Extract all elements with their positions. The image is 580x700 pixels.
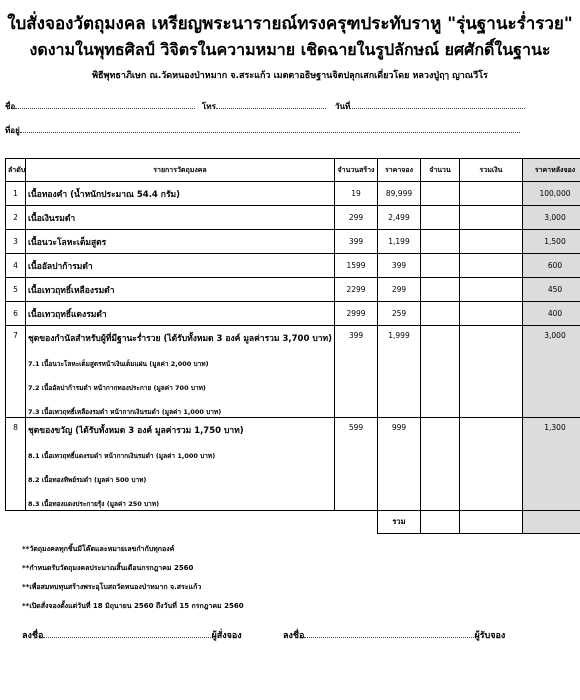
row-price-after: 1,300 [523, 418, 580, 511]
row-no: 7 [6, 326, 26, 418]
notes [22, 540, 244, 616]
row-qty: 599 [335, 418, 378, 511]
col-price: ราคาจอง [378, 159, 421, 182]
row-amount-input[interactable] [421, 302, 460, 326]
col-item: รายการวัตถุมงคล [26, 159, 335, 182]
sum-row [6, 511, 580, 534]
row-total-input[interactable] [460, 326, 523, 418]
table-row [6, 302, 580, 326]
col-qty-made: จำนวนสร้าง [335, 159, 378, 182]
row-qty: 399 [335, 230, 378, 254]
sum-blank [6, 511, 378, 534]
orderer-label: ผู้สั่งจอง [211, 631, 242, 641]
row-no: 2 [6, 206, 26, 230]
row-price-after: 3,000 [523, 326, 580, 418]
row-price-after: 400 [523, 302, 580, 326]
page-slogan: งดงามในพุทธศิลป์ วิจิตรในความหมาย เชิดฉายในรูปลักษณ์ ยศศักดิ์ในฐานะ [29, 40, 551, 59]
row-item: เนื้ออัลปาก้ารมดำ [26, 254, 335, 278]
set7-sub-2: 7.2 เนื้ออัลปาก้ารมดำ หน้ากากทองประกาย (มูลค่า 700 บาท) [28, 384, 206, 392]
phone-label: โทร [202, 102, 216, 111]
note-4: **เปิดสั่งจองตั้งแต่วันที่ 18 มิถุนายน 2560 ถึงวันที่ 15 กรกฎาคม 2560 [22, 602, 244, 610]
set7-sub-3: 7.3 เนื้อเทวฤทธิ์เหลืองรมดำ หน้ากากเงินรมดำ (มูลค่า 1,000 บาท) [28, 408, 222, 416]
name-label: ชื่อ [5, 102, 16, 111]
set8-title: ชุดของขวัญ (ได้รับทั้งหมด 3 องค์ มูลค่ารวม 1,750 บาท) [28, 426, 244, 436]
col-price-after: ราคาหลังจอง [523, 159, 580, 182]
row-price: 1,999 [378, 326, 421, 418]
row-amount-input[interactable] [421, 182, 460, 206]
row-price: 399 [378, 254, 421, 278]
table-row [6, 230, 580, 254]
row-amount-input[interactable] [421, 418, 460, 511]
note-3: **เพื่อสมทบทุนสร้างพระอุโบสถวัดหนองป่าหมาก จ.สระแก้ว [22, 583, 202, 591]
row-item: เนื้อนวะโลหะเต็มสูตร [26, 230, 335, 254]
row-no: 6 [6, 302, 26, 326]
receiver-signature[interactable] [283, 628, 505, 642]
row-price: 259 [378, 302, 421, 326]
table-row-set8 [6, 418, 580, 511]
row-total-input[interactable] [460, 182, 523, 206]
row-amount-input[interactable] [421, 230, 460, 254]
row-total-input[interactable] [460, 230, 523, 254]
note-1: **วัตถุมงคลทุกชิ้นมีโค๊ตและหมายเลขกำกับทุกองค์ [22, 545, 175, 553]
row-total-input[interactable] [460, 254, 523, 278]
orderer-signature[interactable] [22, 628, 242, 642]
row-qty: 2999 [335, 302, 378, 326]
row-no: 4 [6, 254, 26, 278]
sum-after [523, 511, 580, 534]
row-qty: 19 [335, 182, 378, 206]
row-no: 5 [6, 278, 26, 302]
row-item: เนื้อเทวฤทธิ์แดงรมดำ [26, 302, 335, 326]
row-price-after: 100,000 [523, 182, 580, 206]
set7-title: ชุดของกำนัลสำหรับผู้ที่มีฐานะร่ำรวย (ได้รับทั้งหมด 3 องค์ มูลค่ารวม 3,700 บาท) [28, 334, 332, 344]
date-label: วันที่ [335, 102, 351, 111]
row-item: เนื้อทองคำ (น้ำหนักประมาณ 54.4 กรัม) [26, 182, 335, 206]
row-item [26, 418, 335, 511]
row-amount-input[interactable] [421, 326, 460, 418]
row-amount-input[interactable] [421, 206, 460, 230]
row-price: 999 [378, 418, 421, 511]
row-total-input[interactable] [460, 278, 523, 302]
row-qty: 399 [335, 326, 378, 418]
row-no: 8 [6, 418, 26, 511]
sum-label: รวม [378, 511, 421, 534]
row-total-input[interactable] [460, 206, 523, 230]
row-item: เนื้อเทวฤทธิ์เหลืองรมดำ [26, 278, 335, 302]
set7-sub-1: 7.1 เนื้อนวะโลหะเต็มสูตรหน้าเงินเต็มแผ่น (มูลค่า 2,000 บาท) [28, 360, 209, 368]
row-price-after: 3,000 [523, 206, 580, 230]
col-amount: จำนวน [421, 159, 460, 182]
name-field[interactable] [5, 100, 195, 113]
phone-field[interactable] [202, 100, 326, 113]
ceremony-subtitle: พิธีพุทธาภิเษก ณ.วัดหนองป่าหมาก จ.สระแก้ว เมตตาอธิษฐานจิตปลุกเสกเดี่ยวโดย หลวงปู่ฤๅ ญาณวีโร [92, 71, 488, 81]
row-amount-input[interactable] [421, 254, 460, 278]
row-price: 299 [378, 278, 421, 302]
row-price: 89,999 [378, 182, 421, 206]
date-field[interactable] [335, 100, 525, 113]
table-row-set7 [6, 326, 580, 418]
row-price: 2,499 [378, 206, 421, 230]
set8-sub-3: 8.3 เนื้อทองแดงประกายรุ้ง (มูลค่า 250 บาท) [28, 500, 160, 508]
row-qty: 2299 [335, 278, 378, 302]
row-price-after: 600 [523, 254, 580, 278]
table-row [6, 206, 580, 230]
address-field[interactable] [5, 124, 520, 137]
row-price: 1,199 [378, 230, 421, 254]
sum-amount-input[interactable] [421, 511, 460, 534]
set8-sub-1: 8.1 เนื้อเทวฤทธิ์แดงรมดำ หน้ากากเงินรมดำ (มูลค่า 1,000 บาท) [28, 452, 216, 460]
order-table [5, 158, 580, 534]
orderer-sign-label: ลงชื่อ [22, 631, 44, 641]
receiver-label: ผู้รับจอง [474, 631, 506, 641]
col-total: รวมเงิน [460, 159, 523, 182]
row-total-input[interactable] [460, 418, 523, 511]
table-row [6, 254, 580, 278]
receiver-sign-label: ลงชื่อ [283, 631, 305, 641]
row-qty: 1599 [335, 254, 378, 278]
row-amount-input[interactable] [421, 278, 460, 302]
row-price-after: 1,500 [523, 230, 580, 254]
table-header-row [6, 159, 580, 182]
row-item: เนื้อเงินรมดำ [26, 206, 335, 230]
address-label: ที่อยู่ [5, 126, 20, 135]
row-price-after: 450 [523, 278, 580, 302]
row-qty: 299 [335, 206, 378, 230]
page-title: ใบสั่งจองวัตถุมงคล เหรียญพระนารายณ์ทรงครุฑประทับราหู "รุ่นฐานะร่ำรวย" [7, 14, 573, 34]
note-2: **กำหนดรับวัตถุมงคลประมาณสิ้นเดือนกรกฎาคม 2560 [22, 564, 194, 572]
set8-sub-2: 8.2 เนื้อทองทิพย์รมดำ (มูลค่า 500 บาท) [28, 476, 147, 484]
table-row [6, 278, 580, 302]
row-item [26, 326, 335, 418]
sum-total-input[interactable] [460, 511, 523, 534]
row-total-input[interactable] [460, 302, 523, 326]
row-no: 1 [6, 182, 26, 206]
row-no: 3 [6, 230, 26, 254]
table-row [6, 182, 580, 206]
col-no: ลำดับ [6, 159, 26, 182]
